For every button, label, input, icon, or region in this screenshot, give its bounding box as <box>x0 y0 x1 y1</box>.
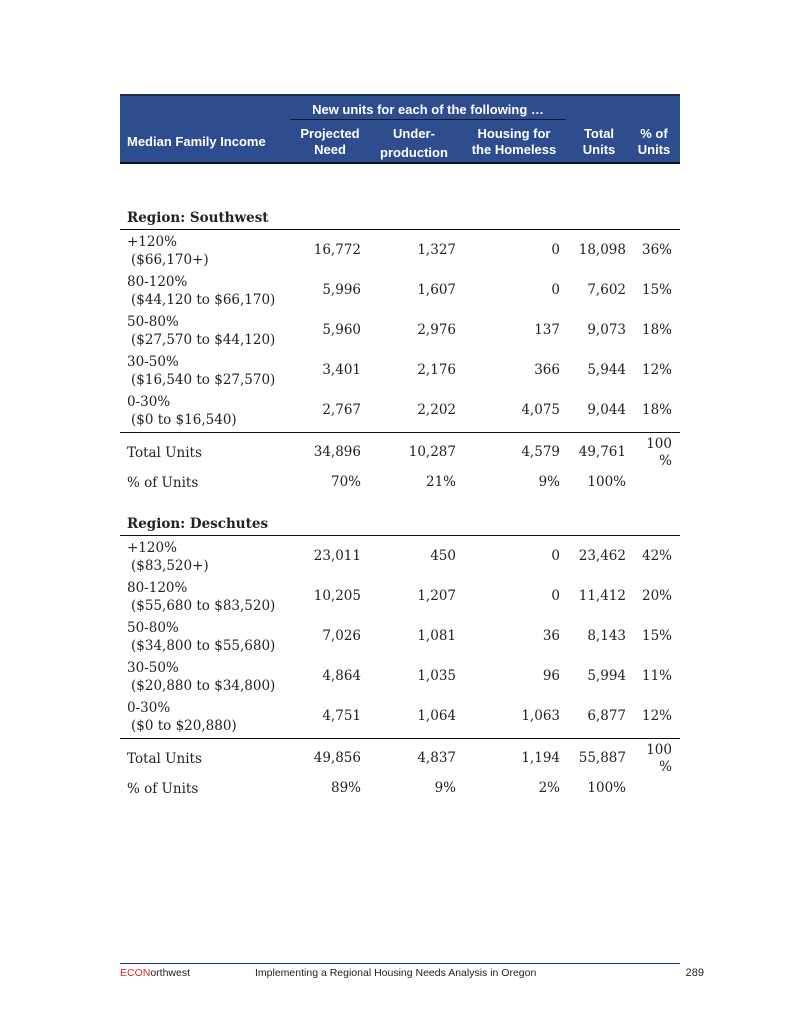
share-homeless: 2% <box>538 780 560 796</box>
total-rule <box>120 738 680 739</box>
total-row <box>120 742 680 782</box>
col-header-pct-l2: Units <box>637 142 671 157</box>
cell-homeless: 96 <box>542 668 560 684</box>
income-band-label <box>127 353 275 389</box>
total-total: 55,887 <box>578 750 626 766</box>
total-pct <box>626 742 672 776</box>
total-under: 4,837 <box>417 750 456 766</box>
cell-pct: 12% <box>641 362 672 378</box>
income-band-pct: 0-30% <box>127 394 171 410</box>
col-header-total-l1: Total <box>583 126 615 141</box>
cell-total: 18,098 <box>578 242 626 258</box>
col-header-total-l2: Units <box>582 142 616 157</box>
total-pct-l1: 100 <box>646 436 672 452</box>
total-homeless: 1,194 <box>521 750 560 766</box>
cell-under: 1,207 <box>417 588 456 604</box>
col-header-under-l1: Under- <box>393 126 435 141</box>
table-row <box>120 352 680 392</box>
cell-homeless: 0 <box>551 588 560 604</box>
income-band-label <box>127 539 209 575</box>
income-band-pct: 50-80% <box>127 620 179 636</box>
share-projected: 70% <box>330 474 361 490</box>
cell-total: 5,944 <box>587 362 626 378</box>
cell-projected: 7,026 <box>322 628 361 644</box>
cell-projected: 4,864 <box>322 668 361 684</box>
cell-projected: 23,011 <box>313 548 361 564</box>
cell-pct: 18% <box>641 322 672 338</box>
cell-projected: 16,772 <box>313 242 361 258</box>
total-label: Total Units <box>127 445 202 461</box>
cell-total: 6,877 <box>587 708 626 724</box>
cell-under: 1,064 <box>417 708 456 724</box>
income-band-range: ($0 to $20,880) <box>131 718 237 734</box>
table-row <box>120 272 680 312</box>
cell-pct: 12% <box>641 708 672 724</box>
income-band-range: ($44,120 to $66,170) <box>131 292 276 308</box>
total-projected: 49,856 <box>313 750 361 766</box>
cell-total: 9,073 <box>587 322 626 338</box>
cell-pct: 42% <box>641 548 672 564</box>
col-header-homeless-l1: Housing for <box>477 126 551 141</box>
region-title: Region: Deschutes <box>127 516 269 532</box>
cell-pct: 15% <box>641 628 672 644</box>
income-band-range: ($83,520+) <box>131 558 209 574</box>
income-band-label <box>127 579 275 615</box>
income-band-pct: +120% <box>127 540 177 556</box>
cell-homeless: 137 <box>534 322 560 338</box>
cell-total: 11,412 <box>578 588 626 604</box>
income-band-range: ($16,540 to $27,570) <box>131 372 276 388</box>
col-header-pct-l1: % of <box>640 126 668 141</box>
total-pct-l2: % <box>659 759 672 775</box>
col-header-projected-l1: Projected <box>300 126 360 141</box>
cell-projected: 10,205 <box>313 588 361 604</box>
share-projected: 89% <box>330 780 361 796</box>
total-pct-l1: 100 <box>646 742 672 758</box>
col-header-underproduction <box>376 126 452 161</box>
total-label: Total Units <box>127 751 202 767</box>
cell-homeless: 4,075 <box>521 402 560 418</box>
cell-under: 1,035 <box>417 668 456 684</box>
income-band-label <box>127 233 209 269</box>
income-band-range: ($27,570 to $44,120) <box>131 332 276 348</box>
cell-projected: 3,401 <box>322 362 361 378</box>
cell-total: 7,602 <box>587 282 626 298</box>
group-header: New units for each of the following … <box>312 102 544 117</box>
cell-under: 2,976 <box>417 322 456 338</box>
share-row <box>120 778 680 818</box>
footer-rule <box>120 963 680 964</box>
cell-homeless: 1,063 <box>521 708 560 724</box>
cell-projected: 5,996 <box>322 282 361 298</box>
table-row <box>120 538 680 578</box>
income-band-pct: +120% <box>127 234 177 250</box>
share-total: 100% <box>587 474 626 490</box>
col-header-under-l2: production <box>380 145 448 160</box>
total-projected: 34,896 <box>313 444 361 460</box>
table-row <box>120 578 680 618</box>
cell-homeless: 36 <box>542 628 560 644</box>
table-row <box>120 312 680 352</box>
income-band-label <box>127 313 275 349</box>
table-row <box>120 392 680 432</box>
income-band-range: ($0 to $16,540) <box>131 412 237 428</box>
region-title: Region: Southwest <box>127 210 269 226</box>
region-rule <box>120 535 680 536</box>
col-header-homeless <box>464 126 564 158</box>
cell-homeless: 0 <box>551 548 560 564</box>
cell-projected: 2,767 <box>322 402 361 418</box>
col-header-projected-l2: Need <box>314 142 346 157</box>
share-row <box>120 472 680 512</box>
income-band-label <box>127 393 237 429</box>
cell-homeless: 0 <box>551 282 560 298</box>
cell-homeless: 366 <box>534 362 560 378</box>
cell-total: 5,994 <box>587 668 626 684</box>
col-header-projected <box>292 126 368 158</box>
share-homeless: 9% <box>538 474 560 490</box>
income-band-range: ($20,880 to $34,800) <box>131 678 276 694</box>
cell-pct: 20% <box>641 588 672 604</box>
col-header-total <box>574 126 624 158</box>
income-band-pct: 0-30% <box>127 700 171 716</box>
cell-under: 1,081 <box>417 628 456 644</box>
total-rule <box>120 432 680 433</box>
table-row <box>120 698 680 738</box>
table-row <box>120 232 680 272</box>
income-band-range: ($55,680 to $83,520) <box>131 598 276 614</box>
share-label: % of Units <box>127 475 199 491</box>
cell-total: 9,044 <box>587 402 626 418</box>
table-row <box>120 618 680 658</box>
income-band-pct: 30-50% <box>127 660 179 676</box>
footer-title: Implementing a Regional Housing Needs Analysis in Oregon <box>255 967 537 979</box>
income-band-pct: 30-50% <box>127 354 179 370</box>
cell-total: 23,462 <box>578 548 626 564</box>
total-total: 49,761 <box>578 444 626 460</box>
share-total: 100% <box>587 780 626 796</box>
footer-brand <box>120 967 190 979</box>
income-band-range: ($34,800 to $55,680) <box>131 638 276 654</box>
cell-under: 1,607 <box>417 282 456 298</box>
cell-pct: 15% <box>641 282 672 298</box>
total-pct-l2: % <box>659 453 672 469</box>
cell-projected: 5,960 <box>322 322 361 338</box>
total-pct <box>626 436 672 470</box>
cell-pct: 36% <box>641 242 672 258</box>
income-band-pct: 80-120% <box>127 274 188 290</box>
income-band-pct: 80-120% <box>127 580 188 596</box>
cell-pct: 11% <box>641 668 672 684</box>
cell-under: 450 <box>430 548 456 564</box>
col-header-homeless-l2: the Homeless <box>471 142 557 157</box>
cell-total: 8,143 <box>587 628 626 644</box>
cell-under: 2,202 <box>417 402 456 418</box>
share-label: % of Units <box>127 781 199 797</box>
table-row <box>120 658 680 698</box>
total-row <box>120 436 680 476</box>
footer-brand-rest: orthwest <box>150 967 191 979</box>
col-header-pct <box>626 126 682 158</box>
cell-under: 1,327 <box>417 242 456 258</box>
income-band-label <box>127 273 275 309</box>
share-under: 9% <box>434 780 456 796</box>
cell-projected: 4,751 <box>322 708 361 724</box>
cell-pct: 18% <box>641 402 672 418</box>
income-band-label <box>127 699 237 735</box>
cell-under: 2,176 <box>417 362 456 378</box>
col-header-income: Median Family Income <box>127 134 266 149</box>
income-band-pct: 50-80% <box>127 314 179 330</box>
region-rule <box>120 229 680 230</box>
footer-brand-econ: ECON <box>120 967 151 979</box>
income-band-label <box>127 619 275 655</box>
group-header-rule <box>290 119 566 120</box>
income-band-range: ($66,170+) <box>131 252 209 268</box>
total-under: 10,287 <box>408 444 456 460</box>
share-under: 21% <box>425 474 456 490</box>
income-band-label <box>127 659 275 695</box>
table-header <box>120 94 680 164</box>
total-homeless: 4,579 <box>521 444 560 460</box>
cell-homeless: 0 <box>551 242 560 258</box>
page-number: 289 <box>685 967 704 979</box>
